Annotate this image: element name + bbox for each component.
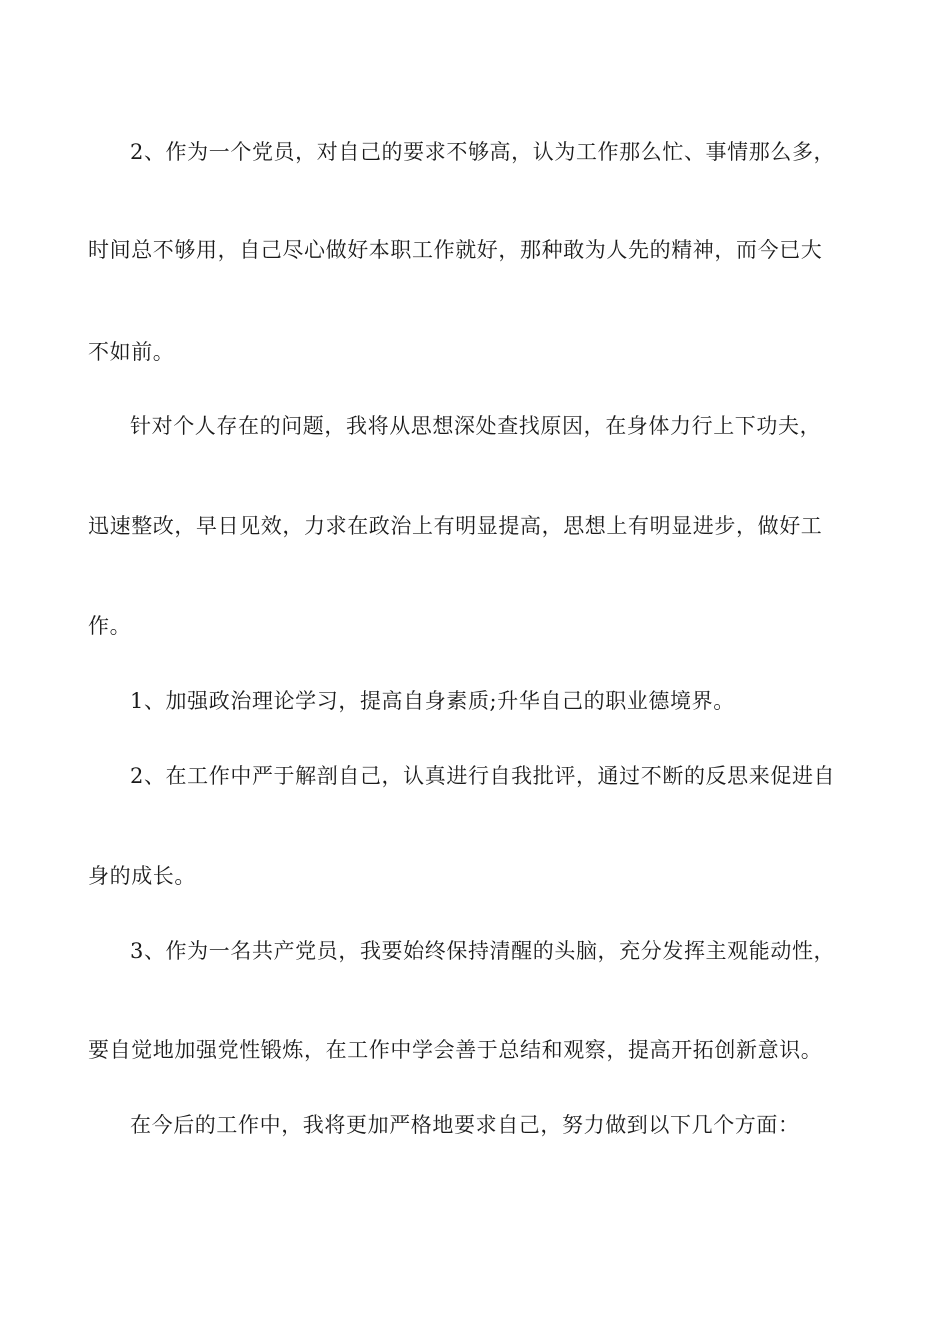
paragraph-line: 时间总不够用，自己尽心做好本职工作就好，那种敢为人先的精神，而今已大 xyxy=(88,238,823,262)
paragraph-line: 迅速整改，早日见效，力求在政治上有明显提高，思想上有明显进步，做好工 xyxy=(88,514,823,538)
paragraph-line: 要自觉地加强党性锻炼，在工作中学会善于总结和观察，提高开拓创新意识。 xyxy=(88,1038,823,1062)
paragraph-line: 2、在工作中严于解剖自己，认真进行自我批评，通过不断的反思来促进自 xyxy=(130,764,836,788)
paragraph-line: 身的成长。 xyxy=(88,864,196,888)
paragraph-line: 1、加强政治理论学习，提高自身素质;升华自己的职业德境界。 xyxy=(130,689,735,713)
paragraph-line: 不如前。 xyxy=(88,340,175,364)
paragraph-line: 2、作为一个党员，对自己的要求不够高，认为工作那么忙、事情那么多， xyxy=(130,140,836,164)
paragraph-line: 在今后的工作中，我将更加严格地要求自己，努力做到以下几个方面： xyxy=(130,1113,800,1137)
paragraph-line: 作。 xyxy=(88,614,132,638)
paragraph-line: 3、作为一名共产党员，我要始终保持清醒的头脑，充分发挥主观能动性， xyxy=(130,939,836,963)
paragraph-line: 针对个人存在的问题，我将从思想深处查找原因，在身体力行上下功夫， xyxy=(130,414,822,438)
